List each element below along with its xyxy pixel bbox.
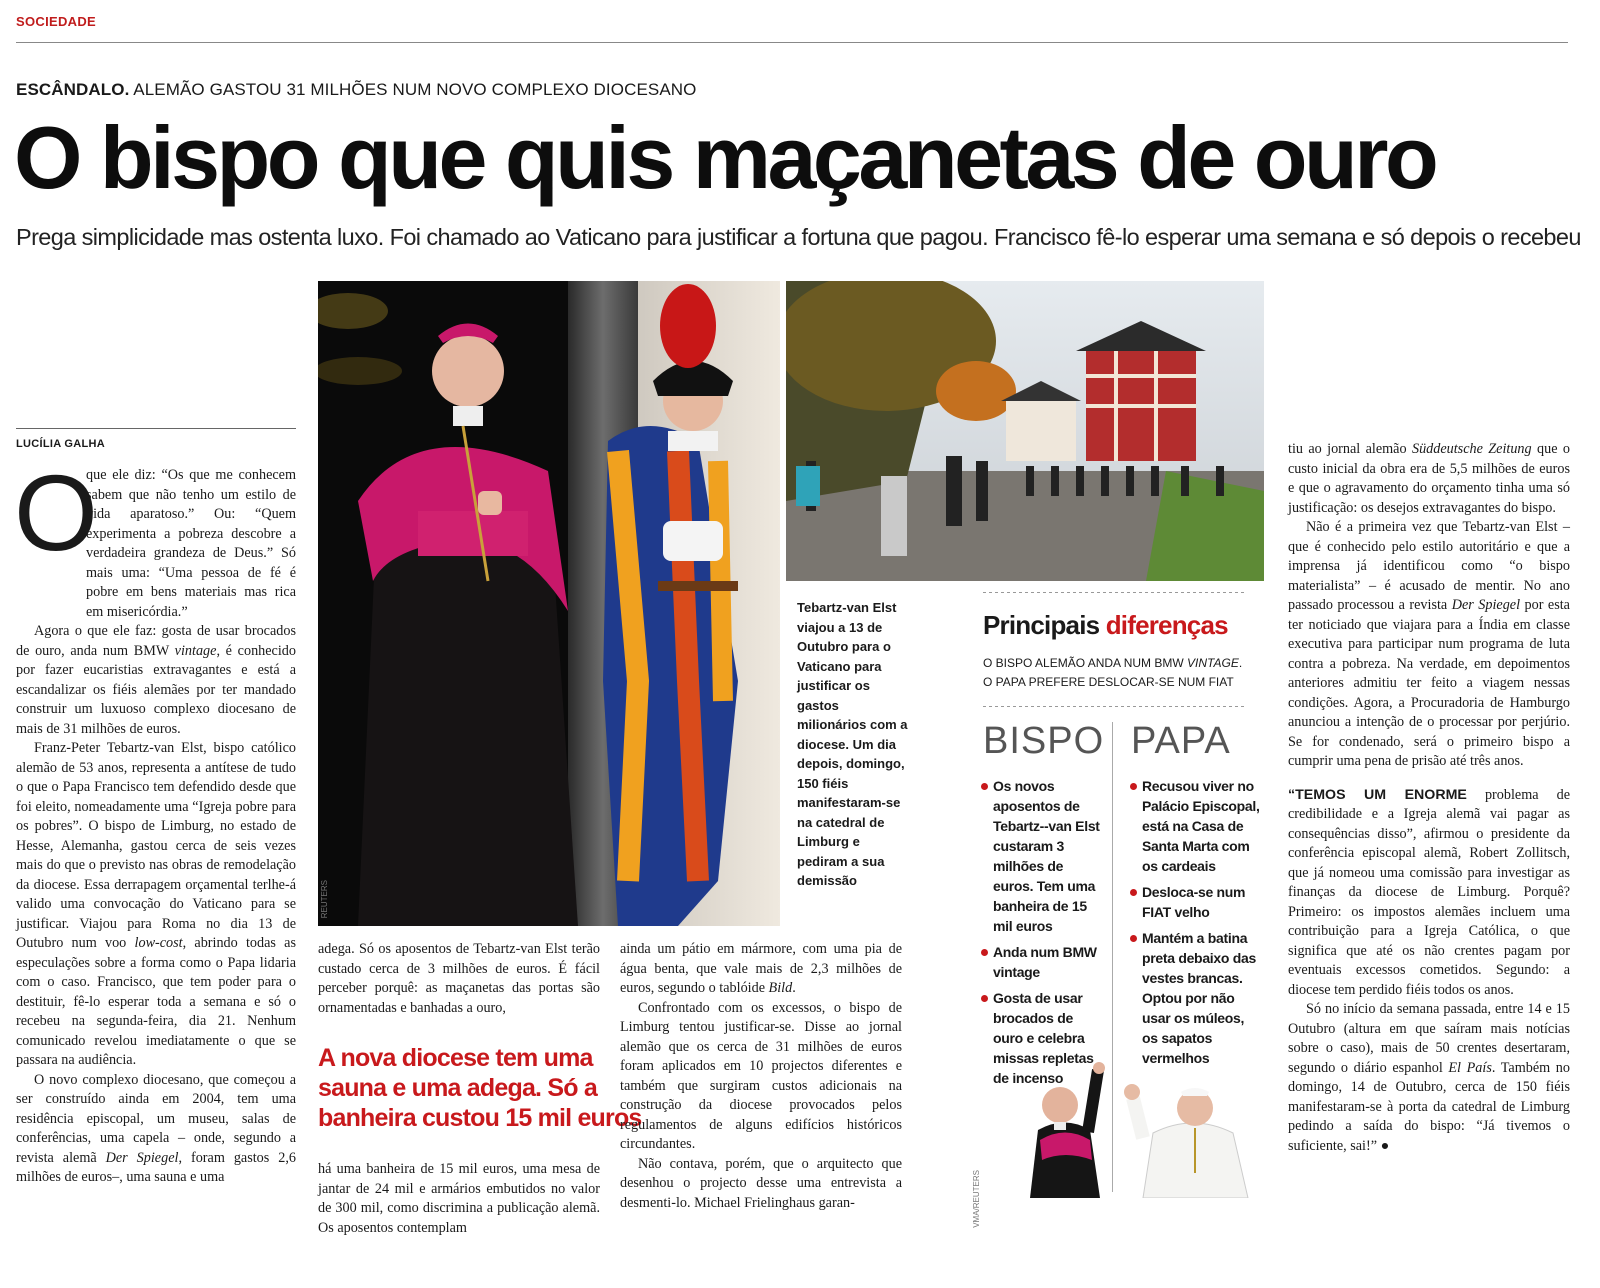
list-item: Anda num BMW vintage [981,942,1101,982]
article-column-3 [620,940,902,1213]
headline: O bispo que quis maçanetas de ouro [14,108,1436,207]
article-column-1 [16,466,296,1188]
kicker-label: ESCÂNDALO. [16,80,130,99]
paragraph: Confrontado com os excessos, o bispo de Limburg tentou justificar-se. Disse ao jornal alemão que os cerca de 31 milhões de euros foram aplicados em 10 projectos diferentes e também que surgiram custos adicionais na construção da diocese provocados pelos regulamentos de alguns edifícios históricos circundantes. [620,999,902,1152]
photo-caption: Tebartz-van Elst viajou a 13 de Outubro para o Vaticano para justificar os gastos milionários com a diocese. Um dia depois, domingo, 150 fiéis manifestaram-se na catedral de Limburg e pediram a sua demissão [797,600,908,888]
photo-bishop-pointing [1020,1060,1110,1198]
paragraph: há uma banheira de 15 mil euros, uma mesa de jantar de 24 mil e armários embutidos no valor de 300 mil, como discrimina a publicação alemã. Os aposentos contemplam [318,1161,600,1236]
kicker-text: ALEMÃO GASTOU 31 MILHÕES NUM NOVO COMPLEXO DIOCESANO [133,80,697,99]
photo-bishop-and-swiss-guard [318,281,780,926]
list-item: Os novos aposentos de Tebartz--van Elst custaram 3 milhões de euros. Tem uma banheira de 15 mil euros [981,776,1101,936]
box-top-rule [983,592,1245,593]
paragraph: Só no início da semana passada, entre 14 e 15 Outubro (altura em que saíram mais notícias sobre o caso), mais de 50 crentes desertaram, segundo o diário espanhol El País. Também no domingo, 14 de Outubro, cerca de 150 fiéis manifestaram-se à porta da catedral de Limburg pedindo a saída do bispo: “Já tivemos o suficiente, sai!” ● [1288,1001,1570,1154]
photo-illustration [786,281,1264,581]
byline: LUCÍLIA GALHA [16,438,106,450]
paragraph: tiu ao jornal alemão Süddeutsche Zeitung que o custo inicial da obra era de 5,5 milhões de euros e que o agravamento do orçamento tinha uma só justificação: os desejos extravagantes do bispo. [1288,441,1570,516]
photo-pope-waving [1123,1078,1263,1198]
article-column-2-top [318,940,600,1018]
list-item: Mantém a batina preta debaixo das vestes brancas. Optou por não usar os múleos, os sapatos vermelhos [1130,928,1262,1068]
photo-limburg-protest [786,281,1264,581]
paragraph: Não é a primeira vez que Tebartz-van Elst – que é conhecido pelo estilo autoritário e que a imprensa já identificou como “o bispo materialista” – é acusado de mentir. No ano passado processou a revista Der Spiegel por esta ter noticiado que viajara para a Índia em classe executiva para participar num programa de luta contra a pobreza. Na verdade, em depoimentos anteriores admitiu ter feito a viagem nessas condições. Agora, a Procuradoria de Hamburgo anunciou a intenção de o processar por perjúrio. Se for condenado, será o primeiro bispo a cumprir uma pena de prisão até três anos. [1288,519,1570,769]
papa-heading: PAPA [1131,720,1231,762]
column-divider [1112,722,1113,1192]
photo-credit: REUTERS [320,880,329,919]
article-column-2-bottom [318,1160,600,1238]
list-item: Gosta de usar brocados de ouro e celebra missas repletas de incenso [981,988,1101,1088]
paragraph: “TEMOS UM ENORME problema de credibilidade e a Igreja alemã vai pagar as consequências disso”, afirmou o presidente da conferência episcopal alemã, Robert Zollitsch, que já nomeou uma comissão para investigar as finanças da diocese de Limburg. Porquê? Primeiro: os impostos alemães incluem uma contribuição para a Igreja Católica, o que significa que até os não crentes pagam por eventuais excessos cometidos. Segundo: a diocese tem perdido fiéis todos os anos. [1288,786,1571,998]
box-subtitle: O BISPO ALEMÃO ANDA NUM BMW VINTAGE. O PAPA PREFERE DESLOCAR-SE NUM FIAT [983,656,1243,689]
list-item: Desloca-se num FIAT velho [1130,882,1262,922]
bispo-heading: BISPO [983,720,1105,762]
papa-list [1130,776,1262,1074]
bispo-list [981,776,1101,1094]
paragraph: O novo complexo diocesano, que começou a ser construído ainda em 2004, tem uma residência episcopal, um museu, salas de conferências, uma capela – onde, segundo a revista alemã Der Spiegel, foram gastos 2,6 milhões de euros–, uma sauna e uma [16,1071,297,1185]
photo-credit: VMA/REUTERS [972,1170,981,1228]
paragraph: ainda um pátio em mármore, com uma pia de água benta, que vale mais de 2,3 milhões de euros, segundo o tablóide Bild. [620,941,902,996]
paragraph: Agora o que ele faz: gosta de usar brocados de ouro, anda num BMW vintage, é conhecido por fazer eucaristias extravagantes e está a escandalizar os fiéis alemães por ter mandado construir um luxuoso complexo diocesano de mais de 31 milhões de euros. [16,623,296,737]
pull-quote: A nova diocese tem uma sauna e uma adega. Só a banheira custou 15 mil euros [318,1044,642,1132]
article-column-4 [1288,440,1570,1156]
paragraph: Não contava, porém, que o arquitecto que desenhou o projecto desse uma entrevista a desmenti-lo. Michael Frielinghaus garan- [620,1155,902,1211]
section-label: SOCIEDADE [16,14,96,29]
box-title: Principais diferenças [983,610,1228,640]
paragraph: Franz-Peter Tebartz-van Elst, bispo católico alemão de 53 anos, representa a antítese de tudo o que o Papa Francisco tem defendido desde que foi eleito, nomeadamente uma “Igreja pobre para os pobres”. O bispo de Limburg, no estado de Hesse, Alemanha, gastou cerca de seis vezes mais do que o previsto nas obras de remodelação da diocese. Essa derrapagem orçamental terlhe-á valido uma convocação do Vaticano para se justificar. Viajou para Roma no dia 13 de Outubro num voo low-cost, abrindo todas as especulações sobre a forma como o Papa lidaria com o caso. Francisco, que tem poder para o destituir, fê-lo esperar toda a semana e só o recebeu na segunda-feira, dia 21. Nenhum comunicado revelou imediatamente o que se passara na audiência. [16,740,296,1068]
kicker [16,80,696,100]
photo-illustration [318,281,780,926]
box-divider [983,706,1245,707]
paragraph: adega. Só os aposentos de Tebartz-van Elst terão custado cerca de 3 milhões de euros. É fácil perceber porquê: as maçanetas das portas são ornamentadas e banhadas a ouro, [318,941,600,1016]
list-item: Recusou viver no Palácio Episcopal, está na Casa de Santa Marta com os cardeais [1130,776,1262,876]
paragraph: que ele diz: “Os que me conhecem sabem que não tenho um estilo de vida aparatoso.” Ou: “Quem experimenta a pobreza descobre a verdadeira grandeza de Deus.” Só mais uma: “Uma pessoa de fé é pobre em bens materiais mas rica em misericórdia.” [86,467,296,620]
deck: Prega simplicidade mas ostenta luxo. Foi chamado ao Vaticano para justificar a fortuna que pagou. Francisco fê-lo esperar uma semana e só depois o recebeu [16,224,1581,250]
header-rule [16,42,1568,43]
drop-cap: O [14,452,99,573]
author-rule [16,428,296,429]
